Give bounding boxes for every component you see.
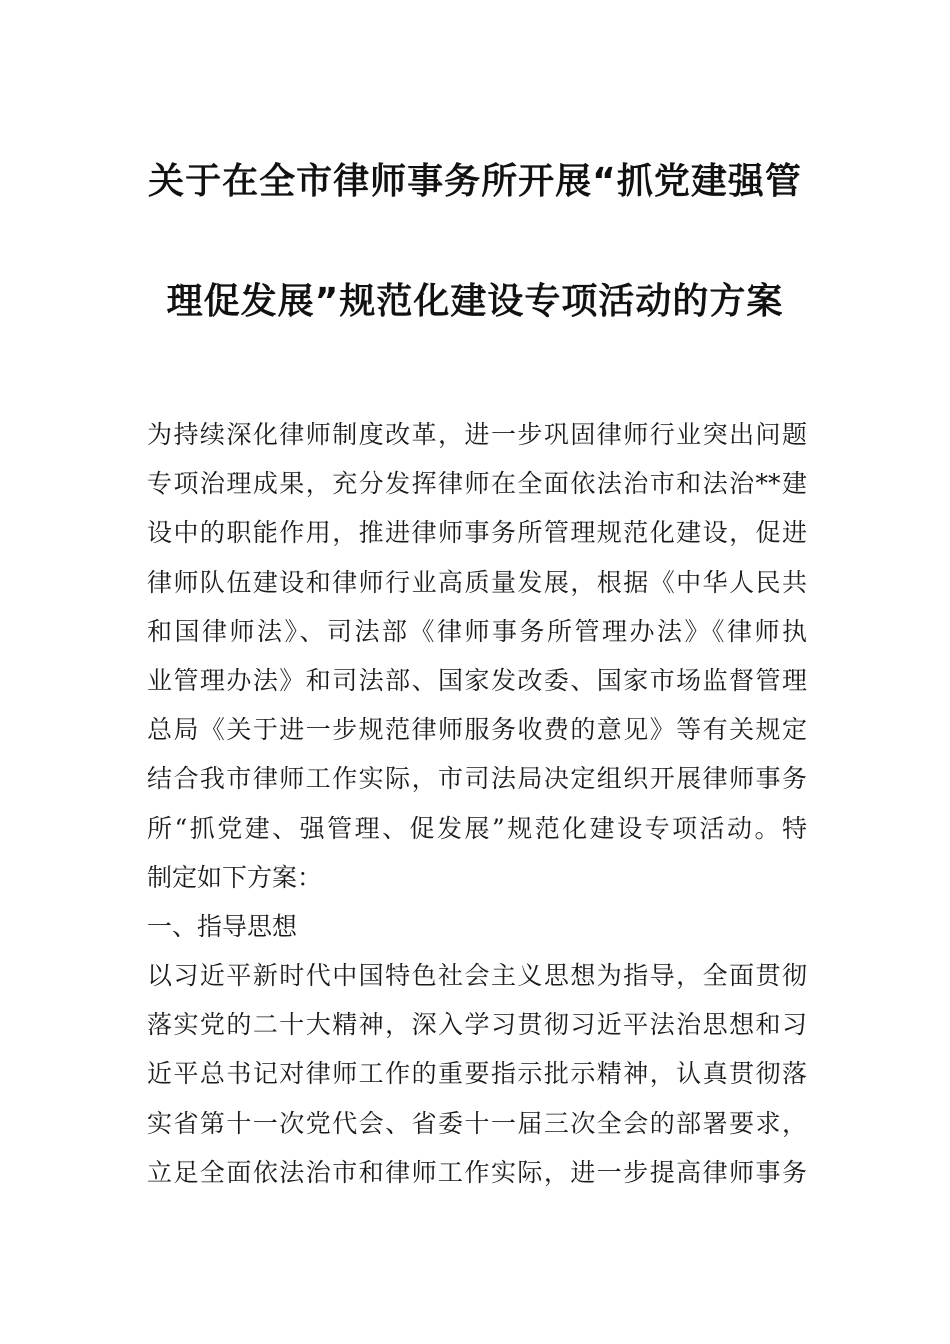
body-line: 律师队伍建设和律师行业高质量发展，根据《中华人民共 — [147, 567, 807, 597]
document-title-line-1: 关于在全市律师事务所开展“抓党建强管 — [148, 161, 802, 202]
body-line: 立足全面依法治市和律师工作实际，进一步提高律师事务 — [147, 1157, 807, 1187]
body-line: 实省第十一次党代会、省委十一届三次全会的部署要求， — [147, 1108, 807, 1138]
body-line: 制定如下方案： — [147, 862, 323, 892]
body-line: 近平总书记对律师工作的重要指示批示精神，认真贯彻落 — [147, 1059, 807, 1089]
body-line: 结合我市律师工作实际，市司法局决定组织开展律师事务 — [147, 764, 807, 794]
document-body — [147, 410, 807, 1197]
section-heading: 一、指导思想 — [147, 911, 298, 941]
body-line: 落实党的二十大精神，深入学习贯彻习近平法治思想和习 — [147, 1010, 807, 1040]
body-line: 专项治理成果，充分发挥律师在全面依法治市和法治**建 — [147, 469, 807, 499]
body-line: 和国律师法》、司法部《律师事务所管理办法》《律师执 — [147, 616, 807, 646]
body-line: 所“抓党建、强管理、促发展”规范化建设专项活动。特 — [147, 813, 807, 843]
body-line: 业管理办法》和司法部、国家发改委、国家市场监督管理 — [147, 665, 807, 695]
body-line: 以习近平新时代中国特色社会主义思想为指导，全面贯彻 — [147, 961, 807, 991]
body-line: 总局《关于进一步规范律师服务收费的意见》等有关规定 — [147, 715, 807, 745]
body-line: 设中的职能作用，推进律师事务所管理规范化建设，促进 — [147, 518, 807, 548]
body-line: 为持续深化律师制度改革，进一步巩固律师行业突出问题 — [147, 420, 807, 449]
document-title-line-2: 理促发展”规范化建设专项活动的方案 — [166, 281, 784, 322]
